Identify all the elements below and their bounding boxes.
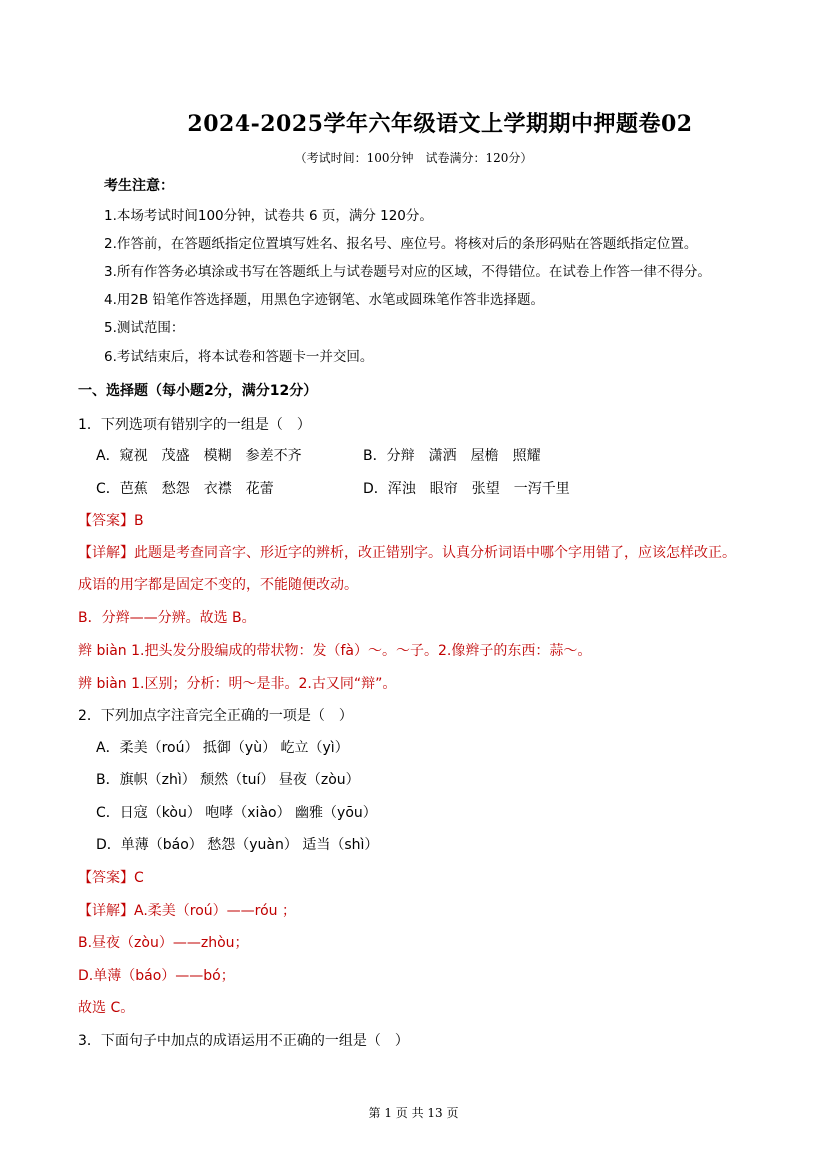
q1-detail: 辨 biàn 1.区别；分析：明～是非。2.古又同“辩”。 xyxy=(78,676,397,692)
question-2-stem: 2．下列加点字注音完全正确的一项是（ ） xyxy=(78,708,353,724)
note-item: 6.考试结束后，将本试卷和答题卡一并交回。 xyxy=(104,349,374,365)
q1-option-a: A．窥视 茂盛 模糊 参差不齐 xyxy=(96,448,302,464)
exam-info: （考试时间：100分钟 试卷满分：120分） xyxy=(294,151,533,165)
q1-option-c: C．芭蕉 愁怨 衣襟 花蕾 xyxy=(96,481,274,497)
q1-answer: 【答案】B xyxy=(78,513,144,529)
q2-option: A．柔美（roú） 抵御（yù） 屹立（yì） xyxy=(96,740,349,756)
page-number: 第 1 页 共 13 页 xyxy=(368,1106,459,1120)
q1-detail: B．分辫——分辨。故选 B。 xyxy=(78,610,256,626)
notes-heading: 考生注意： xyxy=(104,178,174,194)
q2-detail: B.昼夜（zòu）——zhòu； xyxy=(78,935,249,951)
q2-detail: 故选 C。 xyxy=(78,1000,135,1016)
q1-detail: 【详解】此题是考查同音字、形近字的辨析，改正错别字。认真分析词语中哪个字用错了，应该怎样改正。 xyxy=(78,545,736,561)
section-title: 一、选择题（每小题2分，满分12分） xyxy=(78,383,318,399)
q2-option: D．单薄（báo） 愁怨（yuàn） 适当（shì） xyxy=(96,837,379,853)
page-title: 2024-2025学年六年级语文上学期期中押题卷02 xyxy=(187,111,693,137)
q1-option-b: B．分辩 潇洒 屋檐 照耀 xyxy=(363,448,541,464)
question-3-stem: 3．下面句子中加点的成语运用不正确的一组是（ ） xyxy=(78,1033,409,1049)
q2-answer: 【答案】C xyxy=(78,870,144,886)
note-item: 3.所有作答务必填涂或书写在答题纸上与试卷题号对应的区域，不得错位。在试卷上作答一律不得分。 xyxy=(104,264,711,280)
q1-detail: 成语的用字都是固定不变的，不能随便改动。 xyxy=(78,577,358,593)
note-item: 2.作答前，在答题纸指定位置填写姓名、报名号、座位号。将核对后的条形码贴在答题纸指定位置。 xyxy=(104,236,698,252)
q2-detail: D.单薄（báo）——bó； xyxy=(78,968,235,984)
q2-option: C．日寇（kòu） 咆哮（xiào） 幽雅（yōu） xyxy=(96,805,377,821)
question-1-stem: 1．下列选项有错别字的一组是（ ） xyxy=(78,417,311,433)
q2-detail: 【详解】A.柔美（roú）——róu ； xyxy=(78,903,297,919)
note-item: 4.用2B 铅笔作答选择题，用黑色字迹钢笔、水笔或圆珠笔作答非选择题。 xyxy=(104,292,545,308)
q1-option-d: D．浑浊 眼帘 张望 一泻千里 xyxy=(363,481,570,497)
q1-detail: 辫 biàn 1.把头发分股编成的带状物：发（fà）～。～子。2.像辫子的东西：蒜～。 xyxy=(78,643,592,659)
note-item: 5.测试范围： xyxy=(104,320,185,336)
q2-option: B．旗帜（zhì） 颓然（tuí） 昼夜（zòu） xyxy=(96,772,360,788)
note-item: 1.本场考试时间100分钟，试卷共 6 页，满分 120分。 xyxy=(104,208,433,224)
